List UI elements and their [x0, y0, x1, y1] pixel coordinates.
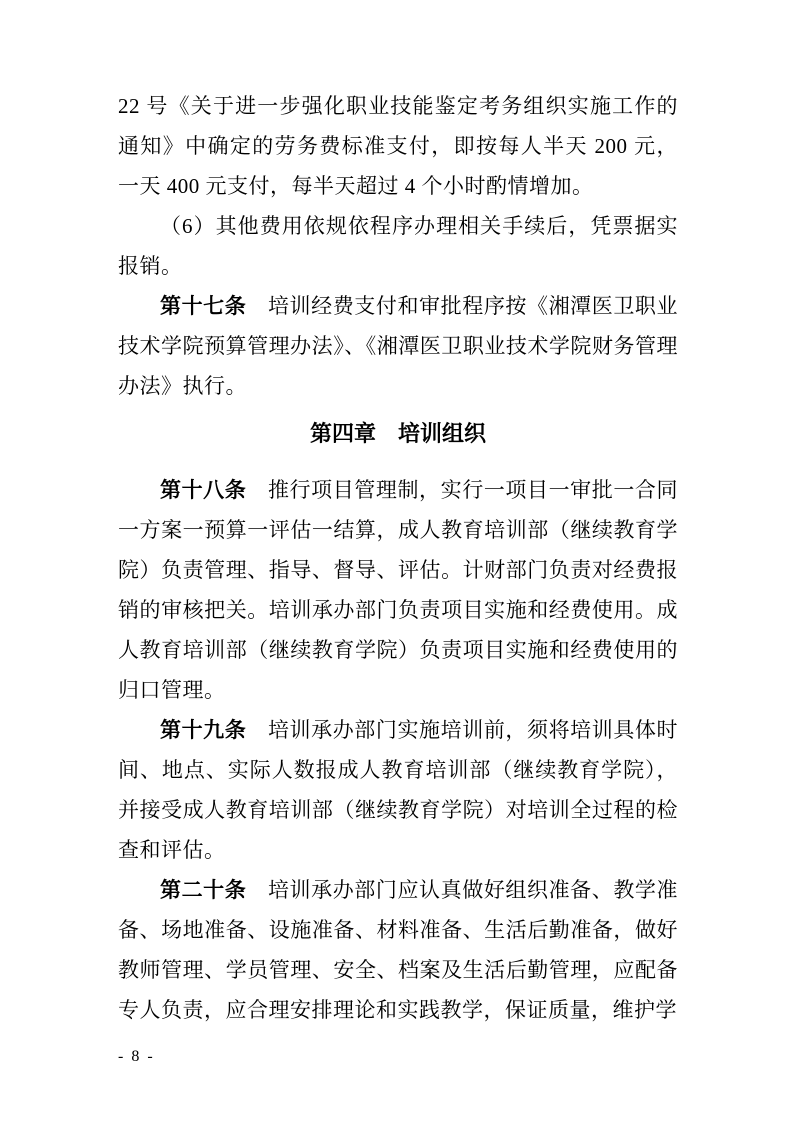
paragraph-article-18 — [118, 470, 678, 710]
paragraph-article-20 — [118, 870, 678, 1030]
paragraph-item-6: （6）其他费用依规依程序办理相关手续后，凭票据实报销。 — [118, 214, 678, 278]
article-17-label: 第十七条 — [160, 294, 247, 318]
chapter-heading: 第四章 培训组织 — [309, 421, 486, 446]
paragraph-article-19 — [118, 710, 678, 870]
article-20-label: 第二十条 — [160, 878, 247, 902]
article-18-label: 第十八条 — [160, 478, 247, 502]
paragraph-article-17 — [118, 286, 678, 406]
article-19-text: 培训承办部门实施培训前，须将培训具体时间、地点、实际人数报成人教育培训部（继续教育学院），并接受成人教育培训部（继续教育学院）对培训全过程的检查和评估。 — [118, 718, 679, 862]
article-19-label: 第十九条 — [160, 718, 247, 742]
document-body — [118, 86, 678, 1030]
paragraph-continuation: 22 号《关于进一步强化职业技能鉴定考务组织实施工作的通知》中确定的劳务费标准支付，即按每人半天 200 元，一天 400 元支付，每半天超过 4 个小时酌情增加。 — [118, 94, 678, 198]
article-17-text: 培训经费支付和审批程序按《湘潭医卫职业技术学院预算管理办法》、《湘潭医卫职业技术学院财务管理办法》执行。 — [118, 294, 679, 398]
article-20-text: 培训承办部门应认真做好组织准备、教学准备、场地准备、设施准备、材料准备、生活后勤准备，做好教师管理、学员管理、安全、档案及生活后勤管理，应配备专人负责，应合理安排理论和实践教学，保证质量，维护学 — [118, 878, 679, 1022]
page-number: - 8 - — [118, 1048, 155, 1065]
article-18-text: 推行项目管理制，实行一项目一审批一合同一方案一预算一评估一结算，成人教育培训部（继续教育学院）负责管理、指导、督导、评估。计财部门负责对经费报销的审核把关。培训承办部门负责项目实施和经费使用。成人教育培训部（继续教育学院）负责项目实施和经费使用的归口管理。 — [118, 478, 679, 702]
